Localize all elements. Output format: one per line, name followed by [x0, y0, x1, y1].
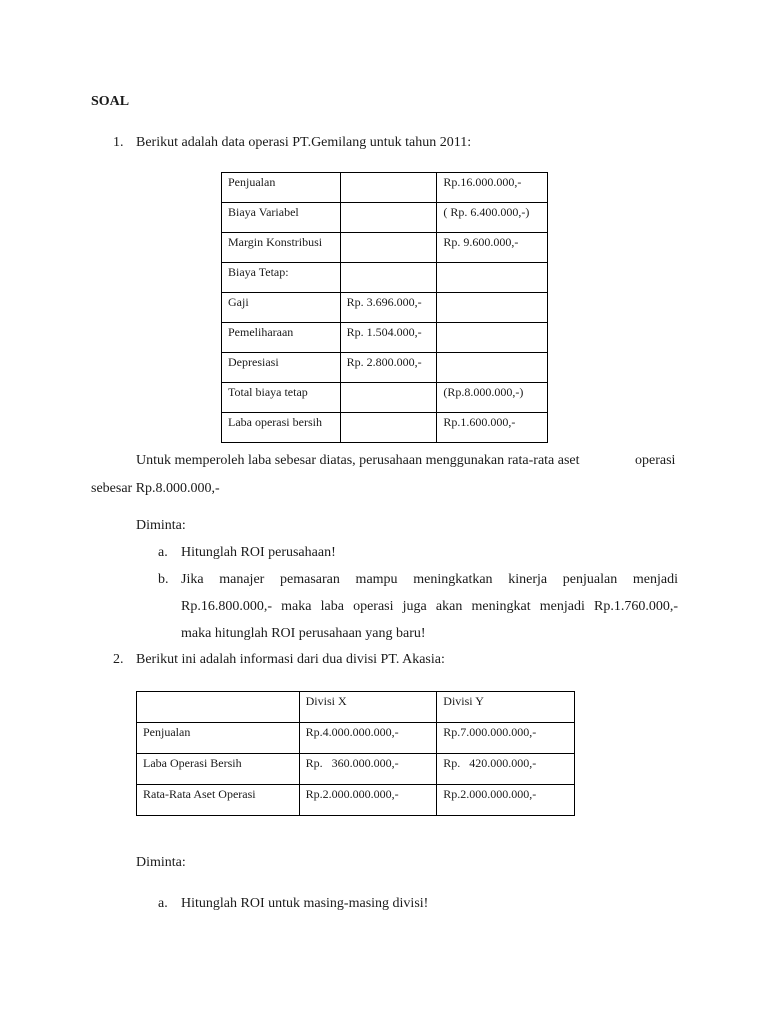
diminta-label-2: Diminta: — [136, 855, 186, 870]
table-cell: Rp.2.000.000.000,- — [299, 785, 437, 816]
q1-item-a-text: Hitunglah ROI perusahaan! — [181, 545, 336, 560]
q2-item-a-text: Hitunglah ROI untuk masing-masing divisi! — [181, 896, 429, 911]
table-cell: Rp.1.600.000,- — [437, 413, 548, 443]
table-cell: Rp.7.000.000.000,- — [437, 723, 575, 754]
operating-data-table — [221, 172, 548, 443]
table-cell: Rp. 1.504.000,- — [340, 323, 437, 353]
table-cell: Rp. 2.800.000,- — [340, 353, 437, 383]
table-row — [222, 173, 548, 203]
q1-item-b-label: b. — [158, 572, 169, 587]
table-cell: Biaya Variabel — [222, 203, 341, 233]
table-cell: Biaya Tetap: — [222, 263, 341, 293]
table-row — [137, 785, 575, 816]
table-cell — [137, 692, 300, 723]
table-cell — [340, 233, 437, 263]
table-cell — [437, 323, 548, 353]
diminta-label-1: Diminta: — [136, 518, 186, 533]
q2-item-a-label: a. — [158, 896, 168, 911]
paragraph-line-2: sebesar Rp.8.000.000,- — [91, 481, 220, 496]
table-cell — [340, 383, 437, 413]
division-table — [136, 691, 575, 816]
table-cell: Penjualan — [222, 173, 341, 203]
table-row — [222, 323, 548, 353]
table-cell — [437, 293, 548, 323]
table-cell: Gaji — [222, 293, 341, 323]
table-cell: Divisi X — [299, 692, 437, 723]
table-row — [222, 383, 548, 413]
table-row — [222, 263, 548, 293]
table-cell — [437, 353, 548, 383]
question-1-number: 1. — [113, 135, 124, 150]
paragraph-line-1: Untuk memperoleh laba sebesar diatas, perusahaan menggunakan rata-rata aset — [136, 453, 580, 468]
q1-item-b-line-2: Rp.16.800.000,- maka laba operasi juga akan meningkat menjadi Rp.1.760.000,- — [181, 599, 678, 614]
table-cell: Rp. 9.600.000,- — [437, 233, 548, 263]
table-cell: Penjualan — [137, 723, 300, 754]
table-cell: Margin Konstribusi — [222, 233, 341, 263]
table-cell: ( Rp. 6.400.000,-) — [437, 203, 548, 233]
q1-item-b-line-3: maka hitunglah ROI perusahaan yang baru! — [181, 626, 426, 641]
q1-item-b-line-1: Jika manajer pemasaran mampu meningkatkan kinerja penjualan menjadi — [181, 572, 678, 587]
question-2-text: Berikut ini adalah informasi dari dua divisi PT. Akasia: — [136, 652, 445, 667]
table-cell: Rp. 360.000.000,- — [299, 754, 437, 785]
table-cell — [340, 413, 437, 443]
paragraph-line-1-end: operasi — [635, 453, 676, 468]
table-row — [222, 233, 548, 263]
table-row — [222, 413, 548, 443]
table-cell: Rp. 3.696.000,- — [340, 293, 437, 323]
table-cell: Laba operasi bersih — [222, 413, 341, 443]
table-cell: Divisi Y — [437, 692, 575, 723]
table-row — [137, 754, 575, 785]
table-cell — [340, 203, 437, 233]
table-cell: (Rp.8.000.000,-) — [437, 383, 548, 413]
table-cell: Rata-Rata Aset Operasi — [137, 785, 300, 816]
table-cell — [340, 173, 437, 203]
q1-item-a-label: a. — [158, 545, 168, 560]
table-cell: Laba Operasi Bersih — [137, 754, 300, 785]
table-cell — [437, 263, 548, 293]
table-cell: Total biaya tetap — [222, 383, 341, 413]
page-title: SOAL — [91, 94, 130, 109]
table-row — [222, 293, 548, 323]
table-cell: Rp.2.000.000.000,- — [437, 785, 575, 816]
question-2-number: 2. — [113, 652, 124, 667]
table-row — [137, 692, 575, 723]
table-row — [137, 723, 575, 754]
table-row — [222, 353, 548, 383]
table-cell: Depresiasi — [222, 353, 341, 383]
table-cell: Pemeliharaan — [222, 323, 341, 353]
table-cell — [340, 263, 437, 293]
table-cell: Rp.4.000.000.000,- — [299, 723, 437, 754]
table-row — [222, 203, 548, 233]
table-cell: Rp. 420.000.000,- — [437, 754, 575, 785]
table-cell: Rp.16.000.000,- — [437, 173, 548, 203]
question-1-text: Berikut adalah data operasi PT.Gemilang untuk tahun 2011: — [136, 135, 472, 150]
